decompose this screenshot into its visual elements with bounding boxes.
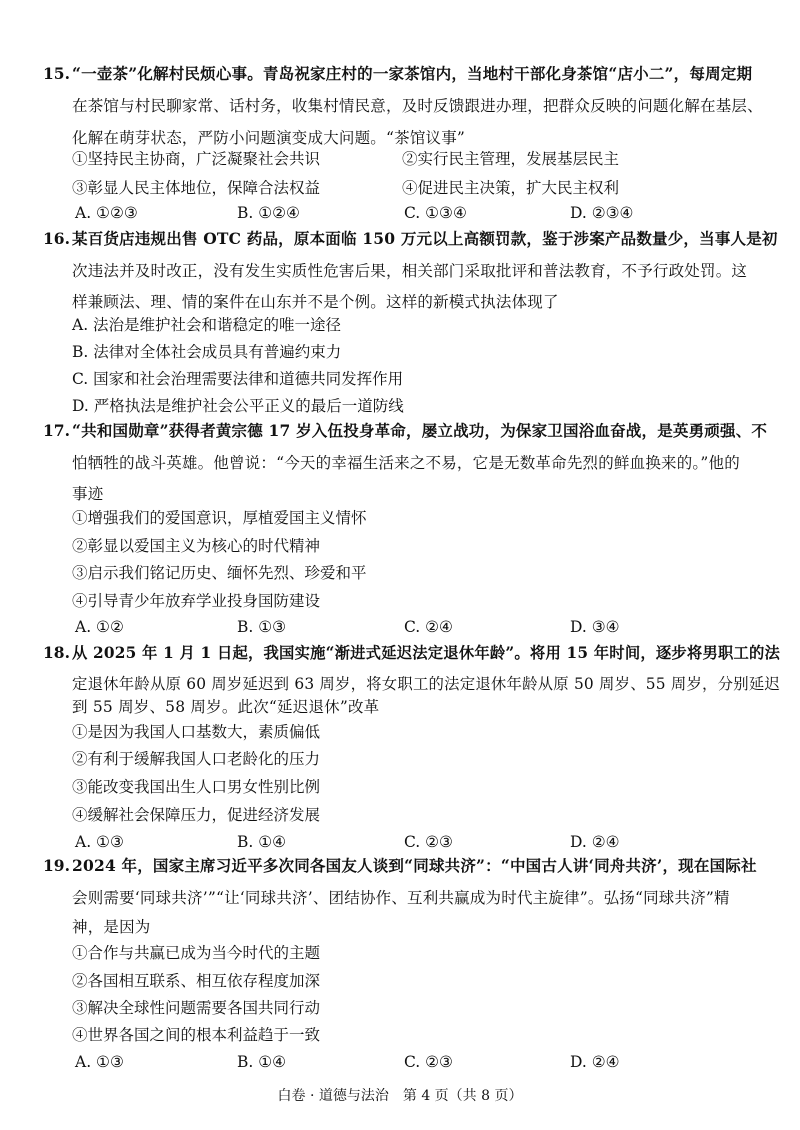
question-number: 17. <box>43 421 70 440</box>
question-stem-line: 某百货店违规出售 OTC 药品，原本面临 150 万元以上高额罚款，鉴于涉案产品数量少，当事人是初 <box>72 229 778 248</box>
choice-c[interactable]: C. 国家和社会治理需要法律和道德共同发挥作用 <box>72 370 404 388</box>
statement-2: ②实行民主管理，发展基层民主 <box>402 150 620 168</box>
statement-1: ①坚持民主协商，广泛凝聚社会共识 <box>72 150 321 168</box>
statement-4: ④缓解社会保障压力，促进经济发展 <box>72 806 321 824</box>
choice-c[interactable]: C. ①③④ <box>404 204 467 222</box>
choice-d[interactable]: D. 严格执法是维护社会公平正义的最后一道防线 <box>72 397 404 415</box>
choice-a[interactable]: A. ①③ <box>75 833 124 851</box>
statement-3: ③能改变我国出生人口男女性别比例 <box>72 778 321 796</box>
choice-c[interactable]: C. ②④ <box>404 618 453 636</box>
choice-b[interactable]: B. ①②④ <box>237 204 300 222</box>
question-stem-line: “一壶茶”化解村民烦心事。青岛祝家庄村的一家茶馆内，当地村干部化身茶馆“店小二”，每周定期 <box>72 64 753 83</box>
statement-3: ③解决全球性问题需要各国共同行动 <box>72 999 321 1017</box>
question-stem-line: 从 2025 年 1 月 1 日起，我国实施“渐进式延迟法定退休年龄”。将用 15 年时间，逐步将男职工的法 <box>72 643 781 662</box>
choice-c[interactable]: C. ②③ <box>404 1053 453 1071</box>
choice-b[interactable]: B. ①④ <box>237 833 287 851</box>
statement-4: ④世界各国之间的根本利益趋于一致 <box>72 1026 321 1044</box>
choice-b[interactable]: B. 法律对全体社会成员具有普遍约束力 <box>72 343 342 361</box>
statement-2: ②各国相互联系、相互依存程度加深 <box>72 972 321 990</box>
question-number: 16. <box>43 229 70 248</box>
question-stem-line: 在茶馆与村民聊家常、话村务，收集村情民意，及时反馈跟进办理，把群众反映的问题化解在基层、 <box>72 97 763 115</box>
question-stem-line: 2024 年，国家主席习近平多次同各国友人谈到“同球共济”：“中国古人讲‘同舟共济’，现在国际社 <box>72 856 757 875</box>
statement-4: ④引导青少年放弃学业投身国防建设 <box>72 592 321 610</box>
choice-d[interactable]: D. ②④ <box>570 833 620 851</box>
statement-4: ④促进民主决策，扩大民主权利 <box>402 179 620 197</box>
statement-1: ①合作与共赢已成为当今时代的主题 <box>72 944 321 962</box>
question-stem-line: 次违法并及时改正，没有发生实质性危害后果，相关部门采取批评和普法教育，不予行政处罚。这 <box>72 262 748 280</box>
question-stem-line: 到 55 周岁、58 周岁。此次“延迟退休”改革 <box>72 698 380 716</box>
question-stem-line: “共和国勋章”获得者黄宗德 17 岁入伍投身革命，屡立战功，为保家卫国浴血奋战，是英勇顽强、不 <box>72 421 768 440</box>
question-stem-line: 化解在萌芽状态，严防小问题演变成大问题。“茶馆议事” <box>72 129 466 147</box>
statement-2: ②有利于缓解我国人口老龄化的压力 <box>72 750 321 768</box>
question-stem-line: 神，是因为 <box>72 918 151 936</box>
question-stem-line: 怕牺牲的战斗英雄。他曾说：“今天的幸福生活来之不易，它是无数革命先烈的鲜血换来的。”他的 <box>72 454 740 472</box>
statement-3: ③彰显人民主体地位，保障合法权益 <box>72 179 321 197</box>
choice-d[interactable]: D. ③④ <box>570 618 620 636</box>
choice-d[interactable]: D. ②④ <box>570 1053 620 1071</box>
choice-b[interactable]: B. ①③ <box>237 618 287 636</box>
question-number: 18. <box>43 643 70 662</box>
question-stem-line: 样兼顾法、理、情的案件在山东并不是个例。这样的新模式执法体现了 <box>72 293 559 311</box>
choice-a[interactable]: A. ①②③ <box>75 204 138 222</box>
question-stem-line: 定退休年龄从原 60 周岁延迟到 63 周岁，将女职工的法定退休年龄从原 50 周岁、55 周岁，分别延迟 <box>72 675 780 693</box>
question-number: 19. <box>43 856 70 875</box>
choice-d[interactable]: D. ②③④ <box>570 204 634 222</box>
question-number: 15. <box>43 64 70 83</box>
choice-a[interactable]: A. ①② <box>75 618 124 636</box>
choice-a[interactable]: A. 法治是维护社会和谐稳定的唯一途径 <box>72 316 342 334</box>
choice-b[interactable]: B. ①④ <box>237 1053 287 1071</box>
statement-2: ②彰显以爱国主义为核心的时代精神 <box>72 537 321 555</box>
page-footer: 白卷 · 道德与法治 第 4 页（共 8 页） <box>277 1088 523 1104</box>
statement-1: ①增强我们的爱国意识，厚植爱国主义情怀 <box>72 509 367 527</box>
statement-1: ①是因为我国人口基数大，素质偏低 <box>72 723 321 741</box>
choice-a[interactable]: A. ①③ <box>75 1053 124 1071</box>
question-stem-line: 会则需要‘同球共济’”“让‘同球共济’、团结协作、互利共赢成为时代主旋律”。弘扬“同球共济”精 <box>72 889 730 907</box>
choice-c[interactable]: C. ②③ <box>404 833 453 851</box>
question-stem-line: 事迹 <box>72 485 104 503</box>
statement-3: ③启示我们铭记历史、缅怀先烈、珍爱和平 <box>72 564 367 582</box>
